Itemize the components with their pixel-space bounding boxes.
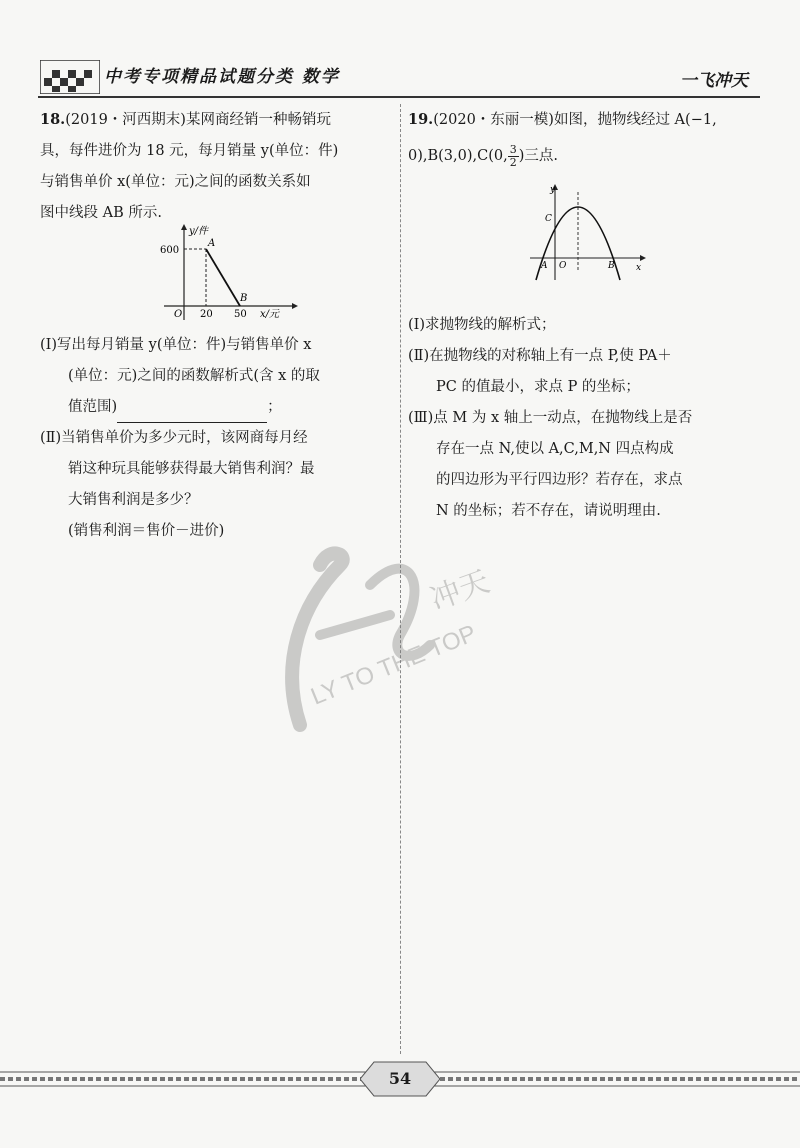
part-3-text: 的四边形为平行四边形？若存在，求点 — [436, 472, 683, 488]
question-stem: 与销售单价 x(单位：元)之间的函数关系如 — [40, 174, 311, 190]
part-1-text: 值范围) — [68, 399, 118, 415]
x-tick-label: 50 — [234, 309, 247, 320]
part-2-text: (Ⅱ)在抛物线的对称轴上有一点 P,使 PA＋ — [408, 348, 672, 364]
page-number: 54 — [388, 1069, 412, 1088]
point-b-label: B — [240, 293, 248, 304]
fraction-numerator: 3 — [509, 142, 517, 156]
q18-parts — [40, 330, 390, 547]
part-3-text: (Ⅲ)点 M 为 x 轴上一动点，在抛物线上是否 — [408, 410, 693, 426]
series-title: 中考专项精品试题分类 数学 — [104, 67, 340, 87]
question-source: (2019・河西期末) — [65, 112, 186, 128]
question-stem: )三点. — [518, 148, 558, 164]
punctuation: ； — [267, 399, 282, 415]
part-1-text: (Ⅰ)写出每月销量 y(单位：件)与销售单价 x — [40, 337, 312, 353]
y-axis-label: y/件 — [189, 226, 209, 237]
watermark-text: LY TO THE TOP — [307, 619, 481, 711]
q19-parabola-graph — [528, 182, 648, 282]
part-2-note: (销售利润＝售价－进价) — [68, 523, 225, 539]
question-number: 18. — [40, 111, 66, 128]
part-3-text: 存在一点 N,使以 A,C,M,N 四点构成 — [436, 441, 674, 457]
x-axis-label: x/元 — [260, 309, 280, 320]
segment-ab — [206, 249, 240, 306]
part-2-text: (Ⅱ)当销售单价为多少元时，该网商每月经 — [40, 430, 308, 446]
part-3-text: N 的坐标；若不存在，请说明理由. — [436, 503, 661, 519]
part-1-text: (单位：元)之间的函数解析式(含 x 的取 — [68, 368, 320, 384]
y-tick-label: 600 — [160, 245, 180, 256]
answer-blank[interactable] — [117, 404, 267, 423]
fraction-denominator: 2 — [509, 155, 517, 169]
question-stem: 图中线段 AB 所示. — [40, 205, 162, 221]
part-1-text: (Ⅰ)求抛物线的解析式； — [408, 317, 556, 333]
header-rule — [38, 96, 760, 98]
q18-line-graph — [160, 222, 300, 322]
fraction — [508, 144, 519, 169]
part-2-text: 大销售利润是多少？ — [68, 492, 199, 508]
question-stem: 具，每件进价为 18 元，每月销量 y(单位：件) — [40, 143, 339, 159]
question-number: 19. — [408, 111, 434, 128]
watermark-stroke-icon — [320, 615, 390, 635]
point-a-label: A — [541, 261, 548, 271]
brand-logo-text: 一飞冲天 — [680, 71, 748, 91]
x-axis-label: x — [636, 263, 642, 273]
question-source: (2020・东丽一模) — [433, 112, 554, 128]
watermark-brand: 冲天 — [425, 564, 495, 618]
origin-label: O — [559, 261, 567, 271]
y-axis-label: y — [550, 185, 556, 195]
checkered-logo-icon — [40, 60, 100, 94]
q19-parts — [408, 310, 778, 527]
watermark-logo — [260, 525, 560, 755]
question-stem: 0),B(3,0),C(0, — [408, 148, 508, 164]
question-19 — [408, 104, 768, 176]
origin-label: O — [174, 309, 183, 320]
part-2-text: 销这种玩具能够获得最大销售利润？最 — [68, 461, 315, 477]
x-tick-label: 20 — [200, 309, 213, 320]
point-a-label: A — [208, 238, 216, 249]
point-c-label: C — [545, 214, 552, 224]
question-stem: 如图，抛物线经过 A(−1, — [553, 112, 717, 128]
part-2-text: PC 的值最小，求点 P 的坐标； — [436, 379, 640, 395]
question-stem: 某网商经销一种畅销玩 — [185, 112, 331, 128]
question-18 — [40, 104, 390, 229]
point-b-label: B — [608, 261, 615, 271]
